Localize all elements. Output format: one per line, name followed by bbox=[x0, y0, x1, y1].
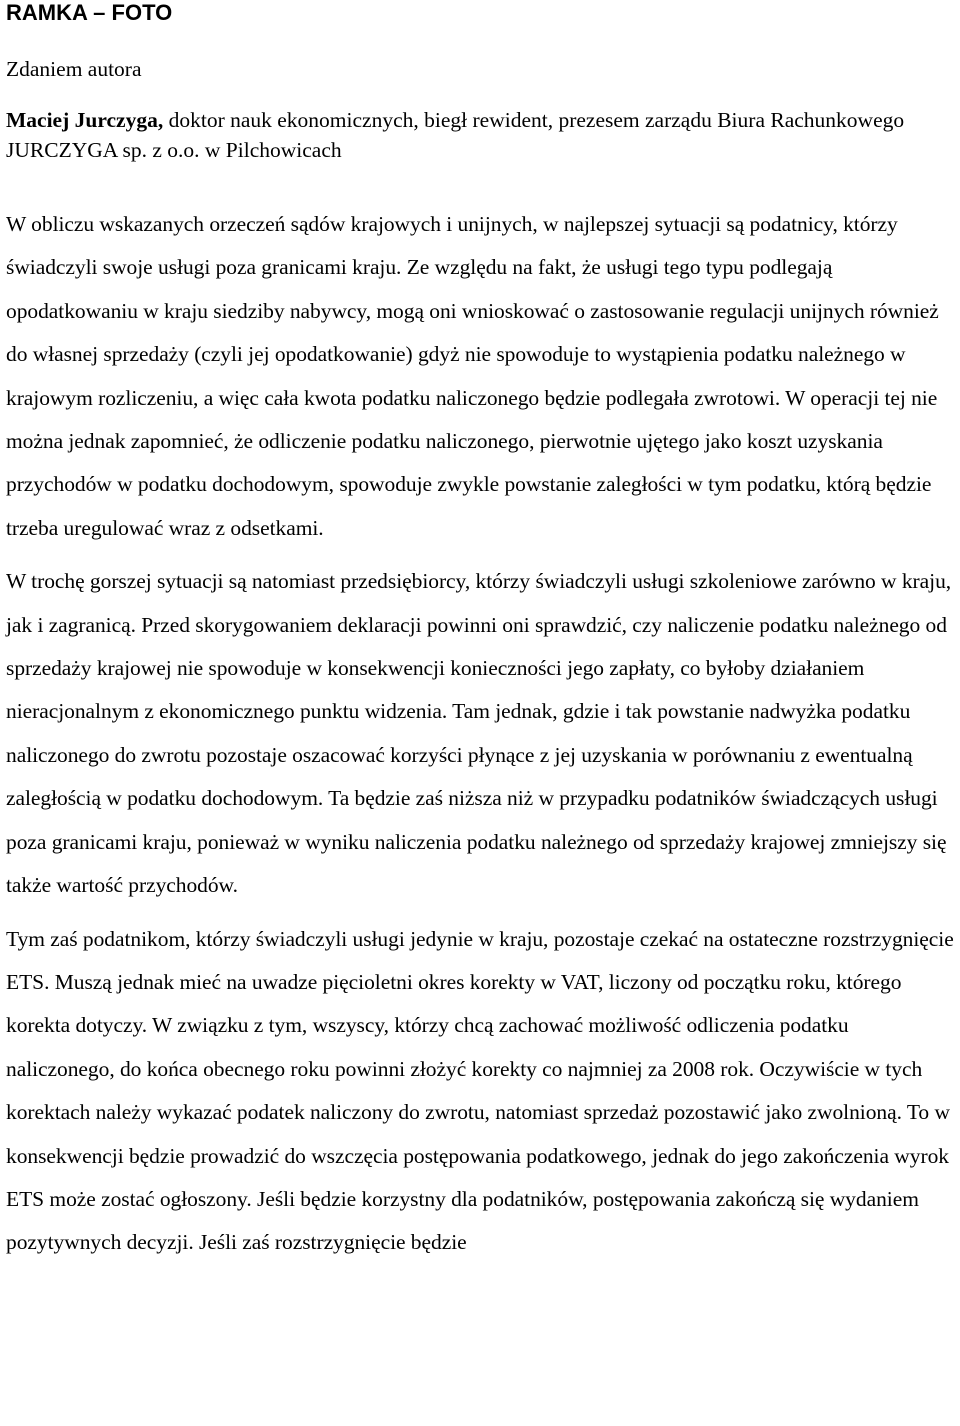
frame-subheading: Zdaniem autora bbox=[6, 57, 142, 81]
document-page bbox=[6, 0, 960, 1265]
frame-heading: RAMKA – FOTO bbox=[6, 0, 173, 25]
author-note bbox=[6, 105, 960, 165]
author-description: doktor nauk ekonomicznych, biegł rewident, prezesem zarządu Biura Rachunkowego JURCZYGA sp. z o.o. w Pilchowicach bbox=[6, 108, 905, 162]
article-paragraph-2: W trochę gorszej sytuacji są natomiast przedsiębiorcy, którzy świadczyli usługi szkoleniowe zarówno w kraju, jak i zagranicą. Przed skorygowaniem deklaracji powinni oni sprawdzić, czy naliczenie podatku należnego od sprzedaży krajowej nie spowoduje w konsekwencji konieczności jego zapłaty, co byłoby działaniem nieracjonalnym z ekonomicznego punktu widzenia. Tam jednak, gdzie i tak powstanie nadwyżka podatku naliczonego do zwrotu pozostaje oszacować korzyści płynące z jej uzyskania w porównaniu z ewentualną zaległością w podatku dochodowym. Ta będzie zaś niższa niż w przypadku podatników świadczących usługi poza granicami kraju, ponieważ w wyniku naliczenia podatku należnego od sprzedaży krajowej zmniejszy się także wartość przychodów. bbox=[6, 569, 952, 898]
article-paragraph-1: W obliczu wskazanych orzeczeń sądów krajowych i unijnych, w najlepszej sytuacji są podatnicy, którzy świadczyli swoje usługi poza granicami kraju. Ze względu na fakt, że usługi tego typu podlegają opodatkowaniu w kraju siedziby nabywcy, mogą oni wnioskować o zastosowanie regulacji unijnych również do własnej sprzedaży (czyli jej opodatkowanie) gdyż nie spowoduje to wystąpienia podatku należnego w krajowym rozliczeniu, a więc cała kwota podatku naliczonego będzie podlegała zwrotowi. W operacji tej nie można jednak zapomnieć, że odliczenie podatku naliczonego, pierwotnie ujętego jako koszt uzyskania przychodów w podatku dochodowym, spowoduje zwykle powstanie zaległości w tym podatku, którą będzie trzeba uregulować wraz z odsetkami. bbox=[6, 212, 939, 540]
article-paragraph-3: Tym zaś podatnikom, którzy świadczyli usługi jedynie w kraju, pozostaje czekać na ostateczne rozstrzygnięcie ETS. Muszą jednak mieć na uwadze pięcioletni okres korekty w VAT, liczony od początku roku, którego korekta dotyczy. W związku z tym, wszyscy, którzy chcą zachować możliwość odliczenia podatku naliczonego, do końca obecnego roku powinni złożyć korekty co najmniej za 2008 rok. Oczywiście w tych korektach należy wykazać podatek naliczony do zwrotu, natomiast sprzedaż pozostawić jako zwolnioną. To w konsekwencji będzie prowadzić do wszczęcia postępowania podatkowego, jednak do jego zakończenia wyrok ETS może zostać ogłoszony. Jeśli będzie korzystny dla podatników, postępowania zakończą się wydaniem pozytywnych decyzji. Jeśli zaś rozstrzygnięcie będzie bbox=[6, 926, 954, 1255]
author-name: Maciej Jurczyga, bbox=[6, 108, 164, 132]
